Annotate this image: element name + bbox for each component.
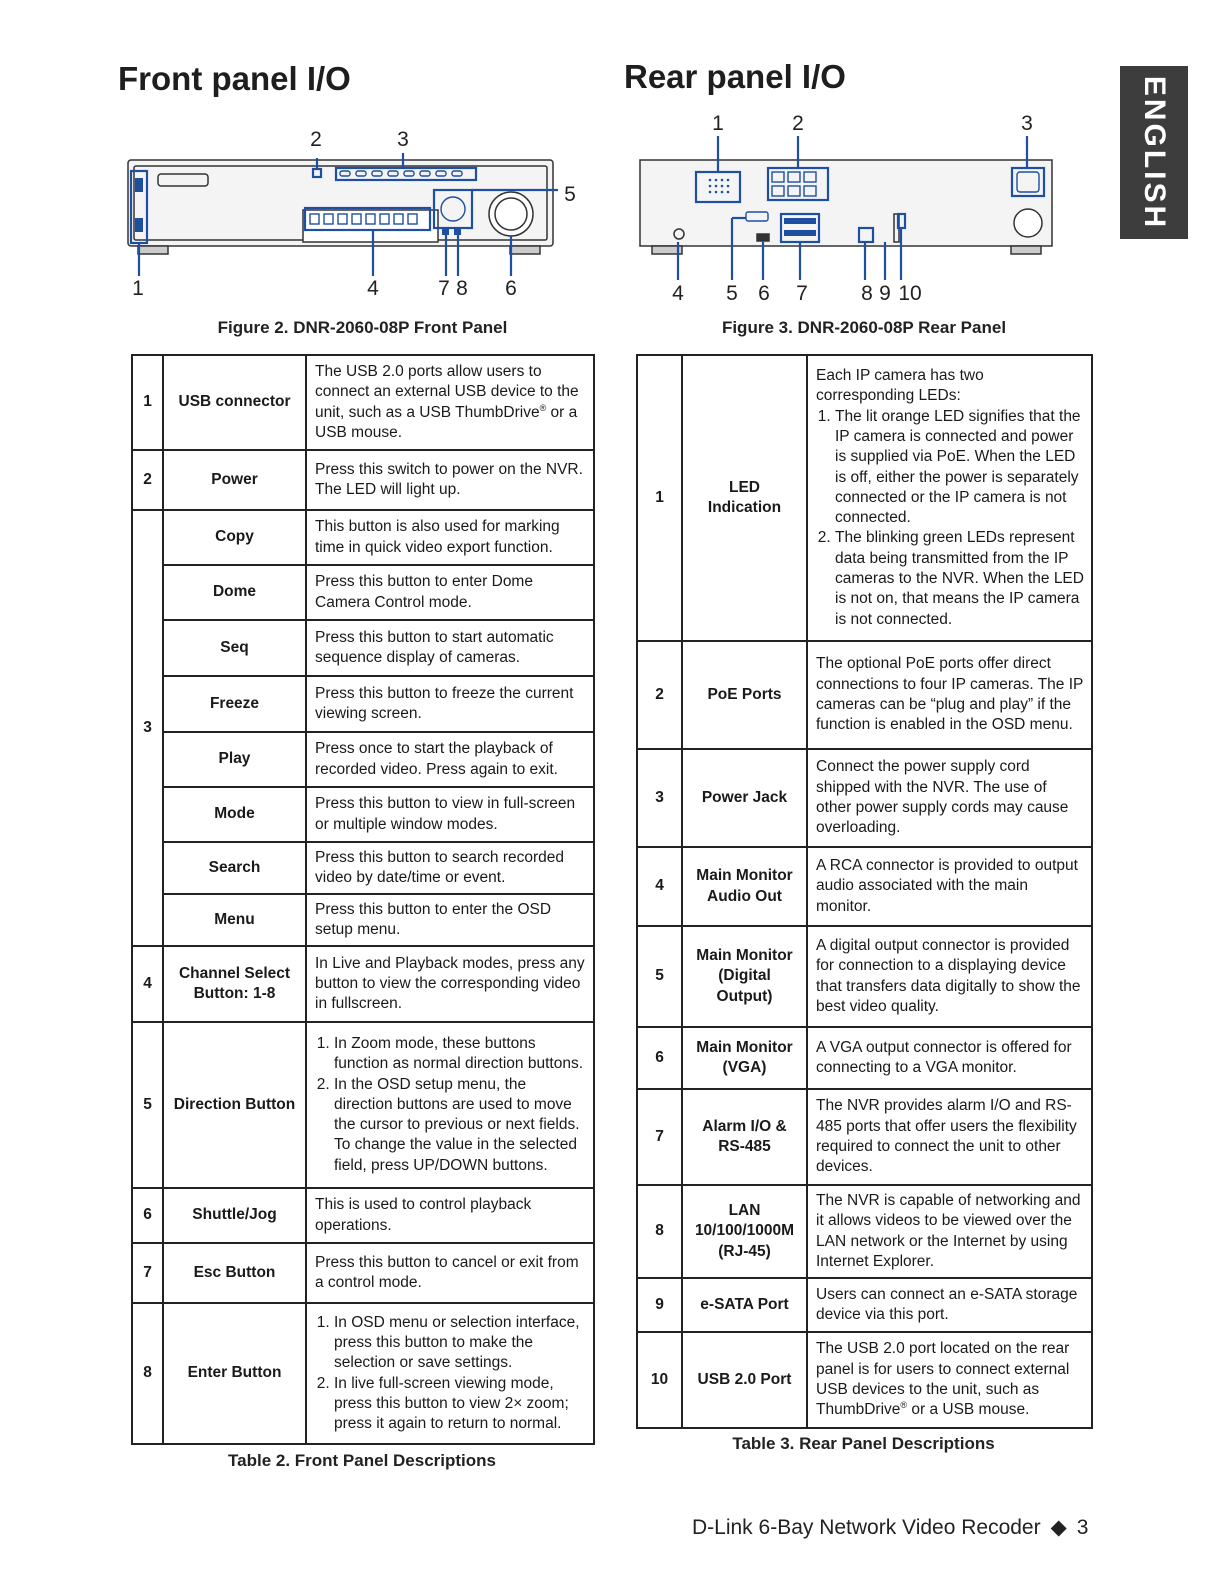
- row-name: Power: [163, 450, 306, 510]
- rear-panel-heading: Rear panel I/O: [624, 58, 846, 95]
- row-name: USB connector: [163, 355, 306, 450]
- front-callout-3: 3: [397, 128, 409, 151]
- front-callout-5: 5: [564, 183, 576, 206]
- rear-callout-8: 8: [861, 282, 873, 305]
- rear-callout-4: 4: [672, 282, 684, 305]
- row-description: Press this button to freeze the current viewing screen.: [306, 676, 594, 732]
- front-panel-heading: Front panel I/O: [118, 60, 351, 97]
- row-description: A digital output connector is provided for connection to a displaying device that transfers data digitally to show the best video quality.: [807, 926, 1092, 1027]
- front-panel-table: [131, 354, 595, 1445]
- row-description: Users can connect an e-SATA storage device via this port.: [807, 1278, 1092, 1332]
- row-number: 8: [637, 1185, 682, 1278]
- row-number: 2: [637, 641, 682, 749]
- rear-table-caption: Table 3. Rear Panel Descriptions: [732, 1434, 995, 1453]
- row-description: The USB 2.0 port located on the rear panel is for users to connect external USB devices to the unit, such as ThumbDrive® or a USB mouse.: [807, 1332, 1092, 1428]
- row-number: 1: [132, 355, 163, 450]
- table-row: [637, 749, 1092, 847]
- row-number: 7: [637, 1089, 682, 1185]
- rear-callout-1: 1: [712, 112, 724, 135]
- table-row: [132, 565, 594, 620]
- row-name: Enter Button: [163, 1303, 306, 1444]
- row-description: Press this button to view in full-screen or multiple window modes.: [306, 787, 594, 842]
- table-row: [132, 355, 594, 450]
- table-row: [637, 1278, 1092, 1332]
- rear-callout-2: 2: [792, 112, 804, 135]
- row-name: Main Monitor Audio Out: [682, 847, 807, 926]
- table-row: [637, 1332, 1092, 1428]
- table-row: [132, 787, 594, 842]
- front-callout-1: 1: [132, 277, 144, 300]
- row-number: 2: [132, 450, 163, 510]
- row-number: 5: [132, 1022, 163, 1188]
- row-number: 1: [637, 355, 682, 641]
- table-row: [132, 894, 594, 946]
- table-row: [132, 1022, 594, 1188]
- front-figure-caption: Figure 2. DNR-2060-08P Front Panel: [217, 318, 508, 337]
- table-row: [637, 1027, 1092, 1089]
- row-description: The NVR is capable of networking and it allows videos to be viewed over the LAN network or the Internet by using Internet Explorer.: [807, 1185, 1092, 1278]
- table-row: [132, 842, 594, 894]
- front-panel-diagram: [118, 118, 598, 308]
- rear-callout-6: 6: [758, 282, 770, 305]
- row-description: 1. In Zoom mode, these buttons function as normal direction buttons. 2. In the OSD setup menu, the direction buttons are used to move the cursor to previous or next fields. To change the value in the selected field, press UP/DOWN buttons.: [306, 1022, 594, 1188]
- row-name: PoE Ports: [682, 641, 807, 749]
- row-name: Power Jack: [682, 749, 807, 847]
- row-name: Dome: [163, 565, 306, 620]
- row-number: 6: [637, 1027, 682, 1089]
- row-description: A VGA output connector is offered for connecting to a VGA monitor.: [807, 1027, 1092, 1089]
- row-number: 10: [637, 1332, 682, 1428]
- table-row: [637, 1185, 1092, 1278]
- page-footer: [692, 1515, 1088, 1540]
- table-row: [637, 355, 1092, 641]
- rear-callout-3: 3: [1021, 112, 1033, 135]
- row-name: Seq: [163, 620, 306, 676]
- diamond-icon: ◆: [1050, 1516, 1067, 1539]
- table-row: [637, 847, 1092, 926]
- row-name: LAN 10/100/1000M (RJ-45): [682, 1185, 807, 1278]
- row-description: This button is also used for marking time in quick video export function.: [306, 510, 594, 565]
- row-number: 3: [132, 510, 163, 946]
- row-number: 4: [132, 946, 163, 1022]
- table-row: [637, 926, 1092, 1027]
- row-number: 5: [637, 926, 682, 1027]
- row-name: Esc Button: [163, 1243, 306, 1303]
- rear-callout-9: 9: [879, 282, 891, 305]
- page-number: 3: [1076, 1516, 1089, 1539]
- table-row: [132, 1303, 594, 1444]
- row-name: Mode: [163, 787, 306, 842]
- table-row: [637, 1089, 1092, 1185]
- table-row: [132, 620, 594, 676]
- row-name: Freeze: [163, 676, 306, 732]
- row-number: 6: [132, 1188, 163, 1243]
- row-name: Alarm I/O & RS-485: [682, 1089, 807, 1185]
- front-callout-6: 6: [505, 277, 517, 300]
- table-row: [637, 641, 1092, 749]
- rear-callout-7: 7: [796, 282, 808, 305]
- row-name: Main Monitor (VGA): [682, 1027, 807, 1089]
- rear-figure-caption: Figure 3. DNR-2060-08P Rear Panel: [721, 318, 1007, 337]
- front-callout-4: 4: [367, 277, 379, 300]
- table-row: [132, 946, 594, 1022]
- row-number: 8: [132, 1303, 163, 1444]
- row-number: 7: [132, 1243, 163, 1303]
- table-row: [132, 732, 594, 787]
- row-name: Channel Select Button: 1-8: [163, 946, 306, 1022]
- row-description: This is used to control playback operations.: [306, 1188, 594, 1243]
- row-name: Play: [163, 732, 306, 787]
- rear-callout-5: 5: [726, 282, 738, 305]
- row-name: LED Indication: [682, 355, 807, 641]
- row-name: USB 2.0 Port: [682, 1332, 807, 1428]
- row-name: Main Monitor (Digital Output): [682, 926, 807, 1027]
- row-description: Press this button to search recorded video by date/time or event.: [306, 842, 594, 894]
- row-number: 4: [637, 847, 682, 926]
- table-row: [132, 676, 594, 732]
- row-description: 1. In OSD menu or selection interface, press this button to make the selection or save settings. 2. In live full-screen viewing mode, press this button to view 2× zoom; press it again to return to normal.: [306, 1303, 594, 1444]
- row-name: Copy: [163, 510, 306, 565]
- language-tab: ENGLISH: [1120, 66, 1188, 239]
- front-callout-2: 2: [310, 128, 322, 151]
- row-name: e-SATA Port: [682, 1278, 807, 1332]
- footer-title: D-Link 6-Bay Network Video Recoder: [692, 1516, 1041, 1539]
- row-description: Press this button to enter the OSD setup menu.: [306, 894, 594, 946]
- row-name: Shuttle/Jog: [163, 1188, 306, 1243]
- row-description: The NVR provides alarm I/O and RS-485 ports that offer users the flexibility required to connect the unit to other devices.: [807, 1089, 1092, 1185]
- table-row: [132, 450, 594, 510]
- rear-panel-table: [636, 354, 1093, 1429]
- row-description: Press once to start the playback of recorded video. Press again to exit.: [306, 732, 594, 787]
- row-description: Each IP camera has two corresponding LEDs: 1. The lit orange LED signifies that the IP camera is connected and power is supplied via PoE. When the LED is off, either the power is separately connected or the IP camera is not connected. 2. The blinking green LEDs represent data being transmitted from the IP cameras to the NVR. When the LED is not on, that means the IP camera is not connected.: [807, 355, 1092, 641]
- row-description: Connect the power supply cord shipped with the NVR. The use of other power supply cords may cause overloading.: [807, 749, 1092, 847]
- table-row: [132, 1243, 594, 1303]
- row-description: The optional PoE ports offer direct connections to four IP cameras. The IP cameras can be “plug and play” if the function is enabled in the OSD menu.: [807, 641, 1092, 749]
- row-number: 3: [637, 749, 682, 847]
- rear-callout-10: 10: [898, 282, 922, 305]
- row-description: Press this switch to power on the NVR. The LED will light up.: [306, 450, 594, 510]
- table-row: [132, 1188, 594, 1243]
- row-description: Press this button to cancel or exit from a control mode.: [306, 1243, 594, 1303]
- front-table-caption: Table 2. Front Panel Descriptions: [228, 1451, 496, 1470]
- rear-panel-diagram: [630, 110, 1070, 310]
- table-row: [132, 510, 594, 565]
- row-name: Menu: [163, 894, 306, 946]
- front-callout-7: 7: [438, 277, 450, 300]
- row-name: Search: [163, 842, 306, 894]
- row-number: 9: [637, 1278, 682, 1332]
- row-description: In Live and Playback modes, press any button to view the corresponding video in fullscreen.: [306, 946, 594, 1022]
- row-description: The USB 2.0 ports allow users to connect an external USB device to the unit, such as a USB ThumbDrive® or a USB mouse.: [306, 355, 594, 450]
- row-description: Press this button to start automatic sequence display of cameras.: [306, 620, 594, 676]
- front-callout-8: 8: [456, 277, 468, 300]
- row-name: Direction Button: [163, 1022, 306, 1188]
- row-description: A RCA connector is provided to output audio associated with the main monitor.: [807, 847, 1092, 926]
- row-description: Press this button to enter Dome Camera Control mode.: [306, 565, 594, 620]
